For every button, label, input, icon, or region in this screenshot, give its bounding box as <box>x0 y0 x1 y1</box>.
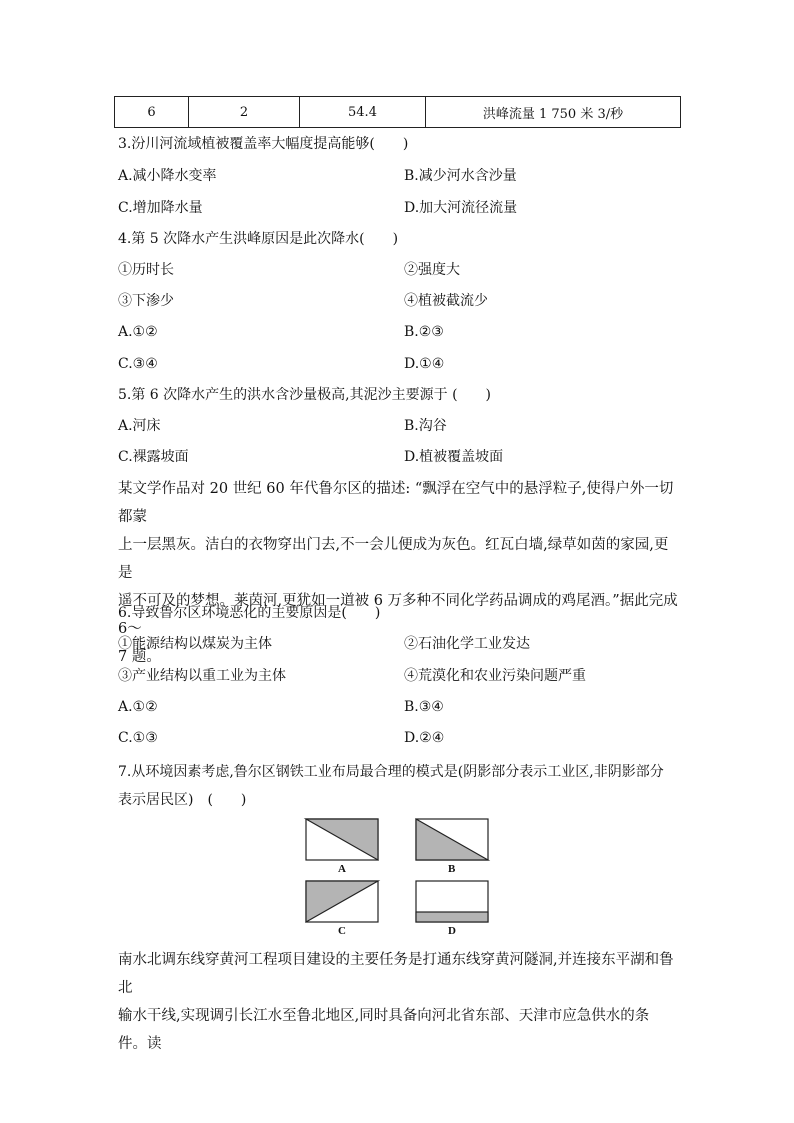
q6-option-a: A.①② <box>118 699 158 715</box>
q3-option-b: B.减少河水含沙量 <box>404 168 517 184</box>
layout-figure <box>300 814 500 944</box>
figure-label-b: B <box>448 863 456 875</box>
passage-line: 某文学作品对 20 世纪 60 年代鲁尔区的描述: “飘浮在空气中的悬浮粒子,使得户外一切都蒙 <box>118 481 674 525</box>
q4-item-4: ④植被截流少 <box>404 293 488 309</box>
q3-stem: 3.汾川河流域植被覆盖率大幅度提高能够( ) <box>118 136 409 152</box>
q5-option-b: B.沟谷 <box>404 418 447 434</box>
water-diversion-passage <box>118 946 678 1058</box>
figure-b <box>416 819 488 860</box>
q4-option-b: B.②③ <box>404 324 444 340</box>
table-cell: 6 <box>115 97 189 128</box>
table-row <box>115 97 681 128</box>
passage-line: 南水北调东线穿黄河工程项目建设的主要任务是打通东线穿黄河隧洞,并连接东平湖和鲁北 <box>118 952 674 996</box>
rainfall-table <box>114 96 681 128</box>
q4-option-a: A.①② <box>118 324 158 340</box>
q3-option-a: A.减小降水变率 <box>118 168 217 184</box>
q6-option-d: D.②④ <box>404 730 445 746</box>
figure-d <box>416 881 488 922</box>
table-cell: 洪峰流量 1 750 米 3/秒 <box>426 97 681 128</box>
figure-label-d: D <box>448 925 456 937</box>
q4-stem: 4.第 5 次降水产生洪峰原因是此次降水( ) <box>118 231 399 247</box>
passage-line: 7 题。 <box>118 649 161 665</box>
q4-option-d: D.①④ <box>404 356 445 372</box>
passage-line: 遥不可及的梦想。莱茵河,更犹如一道被 6 万多种不同化学药品调成的鸡尾酒。”据此完成6～ <box>118 593 678 637</box>
q5-option-c: C.裸露坡面 <box>118 449 189 465</box>
figure-label-a: A <box>338 863 346 875</box>
q7-stem <box>118 758 678 814</box>
q4-item-3: ③下渗少 <box>118 293 174 309</box>
table-cell: 2 <box>189 97 300 128</box>
q6-option-c: C.①③ <box>118 730 158 746</box>
q5-option-a: A.河床 <box>118 418 161 434</box>
q5-option-d: D.植被覆盖坡面 <box>404 449 504 465</box>
q3-option-c: C.增加降水量 <box>118 200 203 216</box>
q3-option-d: D.加大河流径流量 <box>404 200 518 216</box>
q5-stem: 5.第 6 次降水产生的洪水含沙量极高,其泥沙主要源于 ( ) <box>118 387 491 403</box>
q4-item-1: ①历时长 <box>118 262 174 278</box>
figure-a <box>306 819 378 860</box>
q6-item-3: ③产业结构以重工业为主体 <box>118 668 286 684</box>
figure-c <box>306 881 378 922</box>
q7-stem-line: 表示居民区) ( ) <box>118 792 247 808</box>
q4-option-c: C.③④ <box>118 356 158 372</box>
layout-diagrams <box>300 814 500 944</box>
figure-label-c: C <box>338 925 346 937</box>
passage-line: 输水干线,实现调引长江水至鲁北地区,同时具备向河北省东部、天津市应急供水的条件。读 <box>118 1008 650 1052</box>
table-cell: 54.4 <box>300 97 426 128</box>
q6-option-b: B.③④ <box>404 699 444 715</box>
q4-item-2: ②强度大 <box>404 262 460 278</box>
passage-line: 上一层黑灰。洁白的衣物穿出门去,不一会儿便成为灰色。红瓦白墙,绿草如茵的家园,更是 <box>118 537 669 581</box>
q7-stem-line: 7.从环境因素考虑,鲁尔区钢铁工业布局最合理的模式是(阴影部分表示工业区,非阴影部分 <box>118 764 664 780</box>
q6-item-4: ④荒漠化和农业污染问题严重 <box>404 668 586 684</box>
q6-stem: 6.导致鲁尔区环境恶化的主要原因是( ) <box>118 605 381 621</box>
q6-item-2: ②石油化学工业发达 <box>404 636 530 652</box>
q6-item-1: ①能源结构以煤炭为主体 <box>118 636 272 652</box>
